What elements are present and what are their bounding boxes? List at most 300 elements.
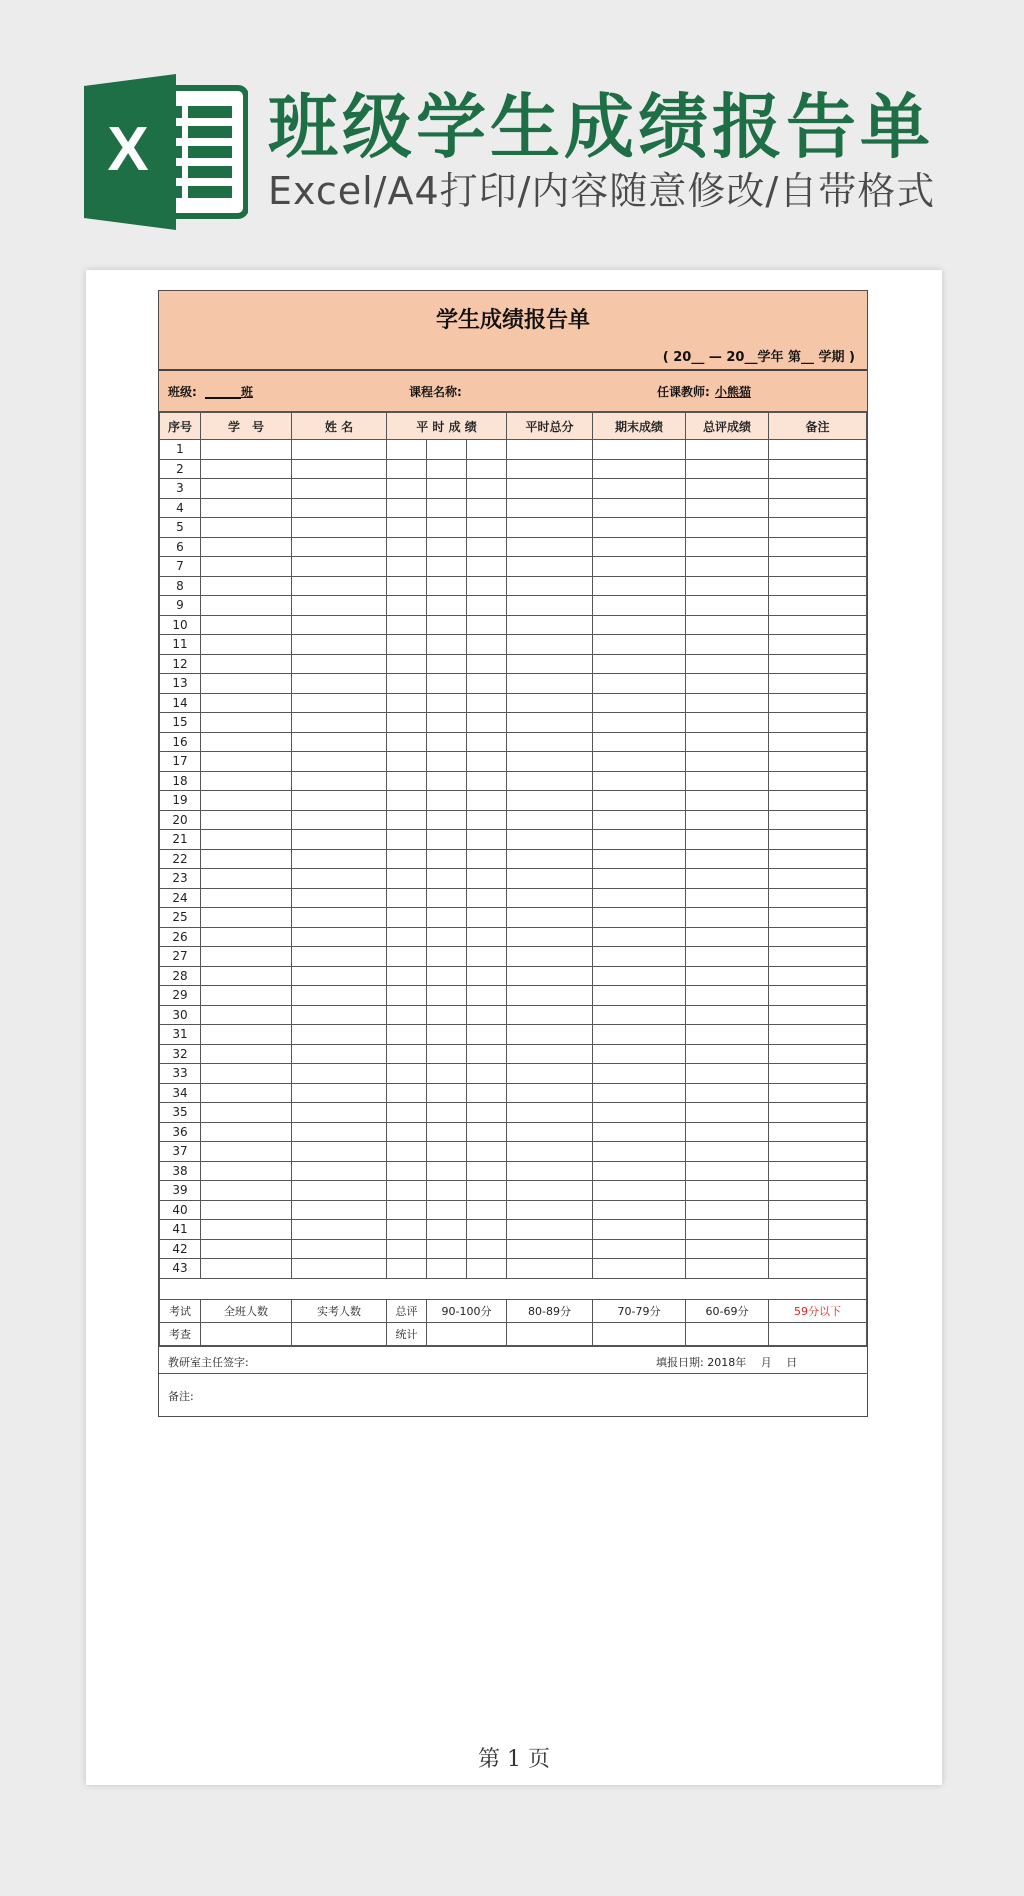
final-score-cell[interactable] <box>593 1200 686 1220</box>
remark-cell[interactable] <box>769 1142 867 1162</box>
regular-score-3-cell[interactable] <box>467 479 507 499</box>
regular-score-2-cell[interactable] <box>427 1025 467 1045</box>
student-name-cell[interactable] <box>292 1200 387 1220</box>
remark-cell[interactable] <box>769 1025 867 1045</box>
regular-score-3-cell[interactable] <box>467 986 507 1006</box>
regular-score-1-cell[interactable] <box>387 615 427 635</box>
regular-total-cell[interactable] <box>507 849 593 869</box>
student-name-cell[interactable] <box>292 1044 387 1064</box>
regular-score-3-cell[interactable] <box>467 1025 507 1045</box>
final-score-cell[interactable] <box>593 1064 686 1084</box>
student-name-cell[interactable] <box>292 1122 387 1142</box>
band-90-100-cell[interactable] <box>427 1322 507 1345</box>
student-name-cell[interactable] <box>292 908 387 928</box>
regular-score-1-cell[interactable] <box>387 1025 427 1045</box>
regular-score-2-cell[interactable] <box>427 966 467 986</box>
overall-score-cell[interactable] <box>686 1064 769 1084</box>
regular-score-2-cell[interactable] <box>427 693 467 713</box>
regular-total-cell[interactable] <box>507 615 593 635</box>
overall-score-cell[interactable] <box>686 888 769 908</box>
student-name-cell[interactable] <box>292 557 387 577</box>
remark-cell[interactable] <box>769 966 867 986</box>
remark-cell[interactable] <box>769 518 867 538</box>
regular-score-3-cell[interactable] <box>467 654 507 674</box>
regular-score-2-cell[interactable] <box>427 1220 467 1240</box>
final-score-cell[interactable] <box>593 966 686 986</box>
student-name-cell[interactable] <box>292 1220 387 1240</box>
student-id-cell[interactable] <box>201 732 292 752</box>
regular-score-1-cell[interactable] <box>387 986 427 1006</box>
overall-score-cell[interactable] <box>686 752 769 772</box>
student-id-cell[interactable] <box>201 440 292 460</box>
regular-score-2-cell[interactable] <box>427 1122 467 1142</box>
regular-total-cell[interactable] <box>507 810 593 830</box>
regular-score-1-cell[interactable] <box>387 674 427 694</box>
overall-score-cell[interactable] <box>686 908 769 928</box>
regular-score-1-cell[interactable] <box>387 440 427 460</box>
overall-score-cell[interactable] <box>686 654 769 674</box>
final-score-cell[interactable] <box>593 810 686 830</box>
student-name-cell[interactable] <box>292 1103 387 1123</box>
regular-score-1-cell[interactable] <box>387 1142 427 1162</box>
regular-score-2-cell[interactable] <box>427 440 467 460</box>
remark-cell[interactable] <box>769 1161 867 1181</box>
regular-total-cell[interactable] <box>507 479 593 499</box>
regular-score-1-cell[interactable] <box>387 713 427 733</box>
regular-total-cell[interactable] <box>507 1103 593 1123</box>
final-score-cell[interactable] <box>593 459 686 479</box>
final-score-cell[interactable] <box>593 1220 686 1240</box>
regular-total-cell[interactable] <box>507 791 593 811</box>
regular-total-cell[interactable] <box>507 752 593 772</box>
regular-score-1-cell[interactable] <box>387 752 427 772</box>
regular-score-2-cell[interactable] <box>427 654 467 674</box>
regular-score-3-cell[interactable] <box>467 1220 507 1240</box>
regular-total-cell[interactable] <box>507 908 593 928</box>
remark-cell[interactable] <box>769 908 867 928</box>
remark-cell[interactable] <box>769 537 867 557</box>
overall-score-cell[interactable] <box>686 693 769 713</box>
regular-score-2-cell[interactable] <box>427 947 467 967</box>
regular-total-cell[interactable] <box>507 518 593 538</box>
regular-score-1-cell[interactable] <box>387 693 427 713</box>
regular-score-1-cell[interactable] <box>387 635 427 655</box>
final-score-cell[interactable] <box>593 732 686 752</box>
final-score-cell[interactable] <box>593 771 686 791</box>
regular-score-3-cell[interactable] <box>467 557 507 577</box>
regular-score-1-cell[interactable] <box>387 1064 427 1084</box>
overall-score-cell[interactable] <box>686 732 769 752</box>
overall-score-cell[interactable] <box>686 518 769 538</box>
overall-score-cell[interactable] <box>686 1005 769 1025</box>
final-score-cell[interactable] <box>593 986 686 1006</box>
student-name-cell[interactable] <box>292 810 387 830</box>
student-name-cell[interactable] <box>292 771 387 791</box>
overall-score-cell[interactable] <box>686 1259 769 1279</box>
regular-score-1-cell[interactable] <box>387 791 427 811</box>
student-id-cell[interactable] <box>201 1161 292 1181</box>
regular-score-2-cell[interactable] <box>427 1181 467 1201</box>
regular-score-1-cell[interactable] <box>387 1083 427 1103</box>
final-score-cell[interactable] <box>593 537 686 557</box>
remark-cell[interactable] <box>769 615 867 635</box>
regular-score-1-cell[interactable] <box>387 869 427 889</box>
remark-cell[interactable] <box>769 1103 867 1123</box>
regular-score-3-cell[interactable] <box>467 1239 507 1259</box>
student-id-cell[interactable] <box>201 1181 292 1201</box>
remark-cell[interactable] <box>769 693 867 713</box>
regular-score-1-cell[interactable] <box>387 1103 427 1123</box>
remark-cell[interactable] <box>769 869 867 889</box>
overall-score-cell[interactable] <box>686 557 769 577</box>
student-id-cell[interactable] <box>201 830 292 850</box>
regular-score-1-cell[interactable] <box>387 1239 427 1259</box>
regular-total-cell[interactable] <box>507 1142 593 1162</box>
student-name-cell[interactable] <box>292 459 387 479</box>
regular-total-cell[interactable] <box>507 576 593 596</box>
final-score-cell[interactable] <box>593 830 686 850</box>
regular-score-1-cell[interactable] <box>387 1181 427 1201</box>
overall-score-cell[interactable] <box>686 1142 769 1162</box>
final-score-cell[interactable] <box>593 888 686 908</box>
remark-cell[interactable] <box>769 927 867 947</box>
student-name-cell[interactable] <box>292 732 387 752</box>
regular-score-1-cell[interactable] <box>387 537 427 557</box>
regular-score-2-cell[interactable] <box>427 674 467 694</box>
regular-score-2-cell[interactable] <box>427 1259 467 1279</box>
regular-total-cell[interactable] <box>507 1083 593 1103</box>
regular-score-3-cell[interactable] <box>467 947 507 967</box>
student-name-cell[interactable] <box>292 1142 387 1162</box>
regular-score-2-cell[interactable] <box>427 791 467 811</box>
regular-score-3-cell[interactable] <box>467 1259 507 1279</box>
regular-score-1-cell[interactable] <box>387 947 427 967</box>
final-score-cell[interactable] <box>593 927 686 947</box>
regular-total-cell[interactable] <box>507 1239 593 1259</box>
regular-score-2-cell[interactable] <box>427 518 467 538</box>
regular-score-2-cell[interactable] <box>427 927 467 947</box>
student-id-cell[interactable] <box>201 752 292 772</box>
remark-cell[interactable] <box>769 752 867 772</box>
final-score-cell[interactable] <box>593 1044 686 1064</box>
final-score-cell[interactable] <box>593 615 686 635</box>
student-id-cell[interactable] <box>201 1044 292 1064</box>
regular-total-cell[interactable] <box>507 966 593 986</box>
remark-cell[interactable] <box>769 596 867 616</box>
student-id-cell[interactable] <box>201 654 292 674</box>
student-id-cell[interactable] <box>201 693 292 713</box>
remark-cell[interactable] <box>769 654 867 674</box>
final-score-cell[interactable] <box>593 947 686 967</box>
regular-score-2-cell[interactable] <box>427 713 467 733</box>
final-score-cell[interactable] <box>593 654 686 674</box>
student-id-cell[interactable] <box>201 1259 292 1279</box>
final-score-cell[interactable] <box>593 1142 686 1162</box>
student-name-cell[interactable] <box>292 1005 387 1025</box>
student-id-cell[interactable] <box>201 635 292 655</box>
regular-score-2-cell[interactable] <box>427 576 467 596</box>
student-id-cell[interactable] <box>201 1142 292 1162</box>
regular-score-1-cell[interactable] <box>387 908 427 928</box>
overall-score-cell[interactable] <box>686 810 769 830</box>
regular-score-2-cell[interactable] <box>427 459 467 479</box>
regular-total-cell[interactable] <box>507 1181 593 1201</box>
regular-score-1-cell[interactable] <box>387 479 427 499</box>
regular-score-1-cell[interactable] <box>387 518 427 538</box>
regular-score-1-cell[interactable] <box>387 1122 427 1142</box>
student-name-cell[interactable] <box>292 674 387 694</box>
overall-score-cell[interactable] <box>686 576 769 596</box>
student-id-cell[interactable] <box>201 986 292 1006</box>
student-id-cell[interactable] <box>201 1005 292 1025</box>
regular-score-2-cell[interactable] <box>427 537 467 557</box>
regular-score-2-cell[interactable] <box>427 732 467 752</box>
remark-cell[interactable] <box>769 459 867 479</box>
remark-cell[interactable] <box>769 1239 867 1259</box>
student-name-cell[interactable] <box>292 713 387 733</box>
student-name-cell[interactable] <box>292 849 387 869</box>
regular-score-2-cell[interactable] <box>427 869 467 889</box>
final-score-cell[interactable] <box>593 479 686 499</box>
overall-score-cell[interactable] <box>686 440 769 460</box>
final-score-cell[interactable] <box>593 498 686 518</box>
student-id-cell[interactable] <box>201 498 292 518</box>
regular-score-2-cell[interactable] <box>427 1142 467 1162</box>
student-name-cell[interactable] <box>292 518 387 538</box>
regular-total-cell[interactable] <box>507 732 593 752</box>
student-id-cell[interactable] <box>201 557 292 577</box>
regular-score-2-cell[interactable] <box>427 1239 467 1259</box>
student-id-cell[interactable] <box>201 771 292 791</box>
student-id-cell[interactable] <box>201 1122 292 1142</box>
remark-cell[interactable] <box>769 1200 867 1220</box>
student-id-cell[interactable] <box>201 596 292 616</box>
final-score-cell[interactable] <box>593 1005 686 1025</box>
student-name-cell[interactable] <box>292 927 387 947</box>
student-id-cell[interactable] <box>201 615 292 635</box>
student-name-cell[interactable] <box>292 986 387 1006</box>
regular-total-cell[interactable] <box>507 693 593 713</box>
student-name-cell[interactable] <box>292 1161 387 1181</box>
remark-cell[interactable] <box>769 810 867 830</box>
regular-score-3-cell[interactable] <box>467 732 507 752</box>
student-name-cell[interactable] <box>292 1259 387 1279</box>
remark-cell[interactable] <box>769 440 867 460</box>
final-score-cell[interactable] <box>593 596 686 616</box>
regular-score-2-cell[interactable] <box>427 1161 467 1181</box>
regular-score-3-cell[interactable] <box>467 908 507 928</box>
regular-score-3-cell[interactable] <box>467 674 507 694</box>
regular-score-1-cell[interactable] <box>387 830 427 850</box>
remark-cell[interactable] <box>769 498 867 518</box>
regular-total-cell[interactable] <box>507 986 593 1006</box>
student-id-cell[interactable] <box>201 518 292 538</box>
regular-total-cell[interactable] <box>507 557 593 577</box>
final-score-cell[interactable] <box>593 1122 686 1142</box>
student-name-cell[interactable] <box>292 1239 387 1259</box>
regular-total-cell[interactable] <box>507 947 593 967</box>
overall-score-cell[interactable] <box>686 1181 769 1201</box>
regular-score-3-cell[interactable] <box>467 459 507 479</box>
overall-score-cell[interactable] <box>686 713 769 733</box>
regular-total-cell[interactable] <box>507 1122 593 1142</box>
overall-score-cell[interactable] <box>686 1025 769 1045</box>
overall-score-cell[interactable] <box>686 596 769 616</box>
final-score-cell[interactable] <box>593 440 686 460</box>
overall-score-cell[interactable] <box>686 791 769 811</box>
overall-score-cell[interactable] <box>686 1161 769 1181</box>
regular-score-2-cell[interactable] <box>427 635 467 655</box>
remark-cell[interactable] <box>769 479 867 499</box>
regular-score-3-cell[interactable] <box>467 576 507 596</box>
final-score-cell[interactable] <box>593 557 686 577</box>
regular-score-1-cell[interactable] <box>387 888 427 908</box>
regular-total-cell[interactable] <box>507 888 593 908</box>
regular-score-3-cell[interactable] <box>467 1142 507 1162</box>
overall-score-cell[interactable] <box>686 849 769 869</box>
regular-score-1-cell[interactable] <box>387 1259 427 1279</box>
band-70-79-cell[interactable] <box>593 1322 686 1345</box>
overall-score-cell[interactable] <box>686 986 769 1006</box>
regular-score-3-cell[interactable] <box>467 1181 507 1201</box>
student-name-cell[interactable] <box>292 576 387 596</box>
student-name-cell[interactable] <box>292 791 387 811</box>
regular-total-cell[interactable] <box>507 674 593 694</box>
regular-score-3-cell[interactable] <box>467 888 507 908</box>
regular-score-3-cell[interactable] <box>467 869 507 889</box>
regular-score-1-cell[interactable] <box>387 732 427 752</box>
final-score-cell[interactable] <box>593 1259 686 1279</box>
regular-total-cell[interactable] <box>507 713 593 733</box>
regular-score-3-cell[interactable] <box>467 927 507 947</box>
student-id-cell[interactable] <box>201 1025 292 1045</box>
regular-score-3-cell[interactable] <box>467 771 507 791</box>
overall-score-cell[interactable] <box>686 615 769 635</box>
regular-total-cell[interactable] <box>507 498 593 518</box>
band-60-69-cell[interactable] <box>686 1322 769 1345</box>
final-score-cell[interactable] <box>593 576 686 596</box>
final-score-cell[interactable] <box>593 1239 686 1259</box>
student-name-cell[interactable] <box>292 498 387 518</box>
regular-score-3-cell[interactable] <box>467 1161 507 1181</box>
overall-score-cell[interactable] <box>686 537 769 557</box>
regular-score-3-cell[interactable] <box>467 537 507 557</box>
regular-score-2-cell[interactable] <box>427 557 467 577</box>
overall-score-cell[interactable] <box>686 459 769 479</box>
student-id-cell[interactable] <box>201 674 292 694</box>
regular-score-2-cell[interactable] <box>427 849 467 869</box>
student-id-cell[interactable] <box>201 537 292 557</box>
regular-score-1-cell[interactable] <box>387 927 427 947</box>
total-students-cell[interactable] <box>201 1322 292 1345</box>
remark-cell[interactable] <box>769 888 867 908</box>
regular-score-1-cell[interactable] <box>387 810 427 830</box>
regular-score-3-cell[interactable] <box>467 1044 507 1064</box>
student-id-cell[interactable] <box>201 1200 292 1220</box>
overall-score-cell[interactable] <box>686 830 769 850</box>
final-score-cell[interactable] <box>593 1025 686 1045</box>
regular-score-1-cell[interactable] <box>387 576 427 596</box>
final-score-cell[interactable] <box>593 518 686 538</box>
overall-score-cell[interactable] <box>686 635 769 655</box>
remark-cell[interactable] <box>769 635 867 655</box>
student-name-cell[interactable] <box>292 479 387 499</box>
regular-score-3-cell[interactable] <box>467 830 507 850</box>
regular-score-3-cell[interactable] <box>467 810 507 830</box>
regular-score-3-cell[interactable] <box>467 752 507 772</box>
regular-score-1-cell[interactable] <box>387 966 427 986</box>
regular-score-3-cell[interactable] <box>467 518 507 538</box>
overall-score-cell[interactable] <box>686 1122 769 1142</box>
overall-score-cell[interactable] <box>686 1044 769 1064</box>
student-name-cell[interactable] <box>292 1181 387 1201</box>
student-name-cell[interactable] <box>292 615 387 635</box>
regular-score-2-cell[interactable] <box>427 615 467 635</box>
overall-score-cell[interactable] <box>686 927 769 947</box>
student-id-cell[interactable] <box>201 810 292 830</box>
regular-score-2-cell[interactable] <box>427 1103 467 1123</box>
remark-cell[interactable] <box>769 713 867 733</box>
regular-score-1-cell[interactable] <box>387 459 427 479</box>
remark-cell[interactable] <box>769 791 867 811</box>
student-name-cell[interactable] <box>292 830 387 850</box>
overall-score-cell[interactable] <box>686 479 769 499</box>
regular-total-cell[interactable] <box>507 1044 593 1064</box>
regular-score-2-cell[interactable] <box>427 986 467 1006</box>
remark-cell[interactable] <box>769 986 867 1006</box>
student-id-cell[interactable] <box>201 908 292 928</box>
student-id-cell[interactable] <box>201 459 292 479</box>
final-score-cell[interactable] <box>593 1161 686 1181</box>
student-id-cell[interactable] <box>201 791 292 811</box>
student-id-cell[interactable] <box>201 947 292 967</box>
regular-score-1-cell[interactable] <box>387 1161 427 1181</box>
student-id-cell[interactable] <box>201 927 292 947</box>
student-name-cell[interactable] <box>292 869 387 889</box>
regular-score-3-cell[interactable] <box>467 1122 507 1142</box>
final-score-cell[interactable] <box>593 752 686 772</box>
regular-score-1-cell[interactable] <box>387 654 427 674</box>
remark-cell[interactable] <box>769 732 867 752</box>
overall-score-cell[interactable] <box>686 1220 769 1240</box>
regular-score-3-cell[interactable] <box>467 1064 507 1084</box>
final-score-cell[interactable] <box>593 1181 686 1201</box>
regular-score-3-cell[interactable] <box>467 849 507 869</box>
remark-cell[interactable] <box>769 576 867 596</box>
regular-score-1-cell[interactable] <box>387 849 427 869</box>
band-80-89-cell[interactable] <box>507 1322 593 1345</box>
regular-score-2-cell[interactable] <box>427 479 467 499</box>
regular-total-cell[interactable] <box>507 459 593 479</box>
student-name-cell[interactable] <box>292 537 387 557</box>
actual-students-cell[interactable] <box>292 1322 387 1345</box>
student-name-cell[interactable] <box>292 752 387 772</box>
regular-score-3-cell[interactable] <box>467 693 507 713</box>
student-id-cell[interactable] <box>201 479 292 499</box>
regular-total-cell[interactable] <box>507 440 593 460</box>
regular-total-cell[interactable] <box>507 537 593 557</box>
final-score-cell[interactable] <box>593 1083 686 1103</box>
remark-cell[interactable] <box>769 1044 867 1064</box>
student-id-cell[interactable] <box>201 1239 292 1259</box>
student-id-cell[interactable] <box>201 576 292 596</box>
regular-score-2-cell[interactable] <box>427 1044 467 1064</box>
final-score-cell[interactable] <box>593 869 686 889</box>
student-id-cell[interactable] <box>201 1083 292 1103</box>
student-name-cell[interactable] <box>292 654 387 674</box>
student-id-cell[interactable] <box>201 888 292 908</box>
overall-score-cell[interactable] <box>686 674 769 694</box>
